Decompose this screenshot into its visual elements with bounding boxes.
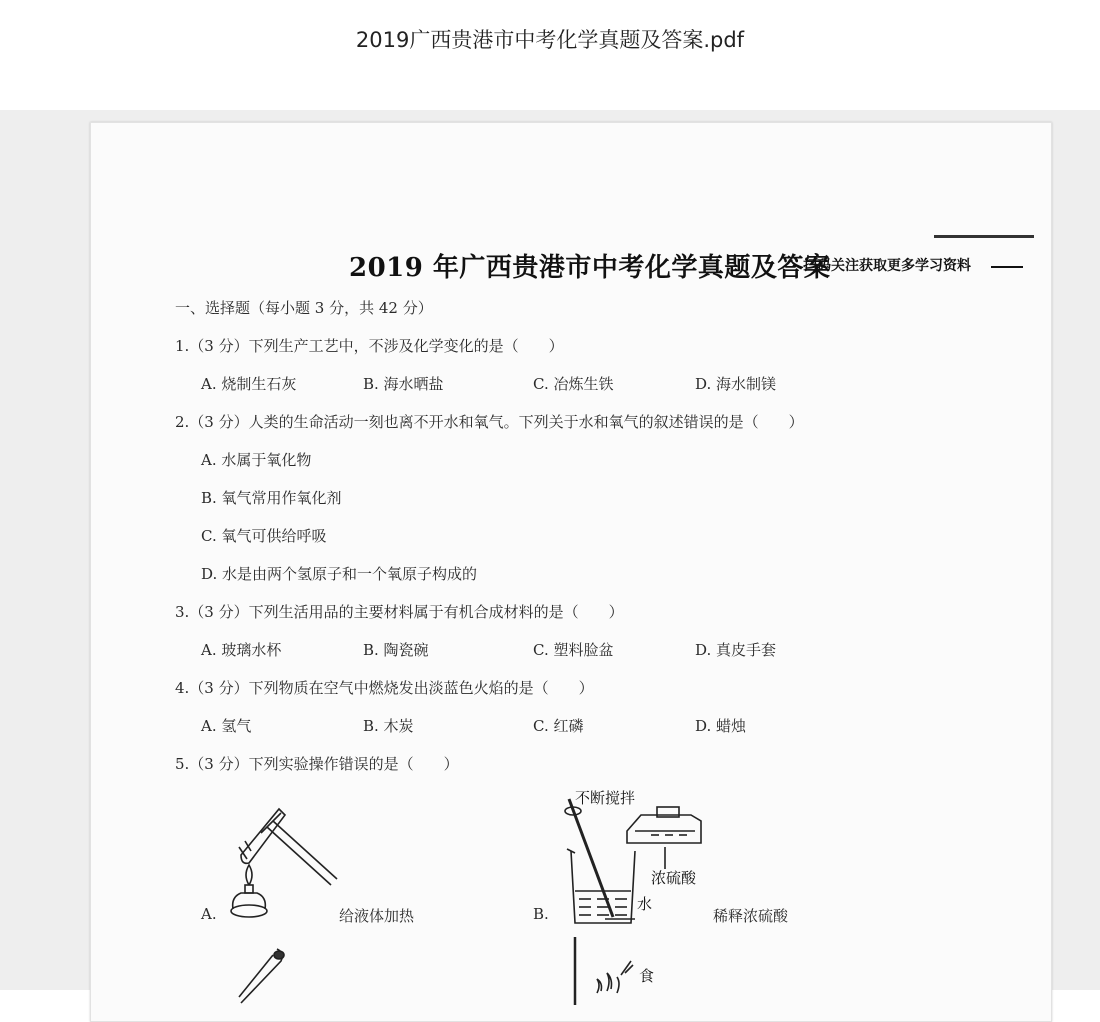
question-4-option-a: A. 氢气 xyxy=(201,717,252,735)
question-1-option-b: B. 海水晒盐 xyxy=(363,375,444,393)
figure-a-letter: A. xyxy=(201,905,217,923)
question-5-stem: 5.（3 分）下列实验操作错误的是（ ） xyxy=(175,755,459,773)
figure-a-caption: 给液体加热 xyxy=(339,907,415,925)
pdf-page xyxy=(90,122,1052,1022)
question-1-stem: 1.（3 分）下列生产工艺中，不涉及化学变化的是（ ） xyxy=(175,337,564,355)
question-2-stem: 2.（3 分）人类的生命活动一刻也离不开水和氧气。下列关于水和氧气的叙述错误的是（ ） xyxy=(175,413,804,431)
question-4-option-c: C. 红磷 xyxy=(533,717,584,735)
question-3-option-b: B. 陶瓷碗 xyxy=(363,641,429,659)
question-3-stem: 3.（3 分）下列生活用品的主要材料属于有机合成材料的是（ ） xyxy=(175,603,624,621)
figure-a-heating-liquid xyxy=(221,793,351,923)
section-heading: 一、选择题（每小题 3 分，共 42 分） xyxy=(175,299,433,317)
question-4-option-d: D. 蜡烛 xyxy=(695,717,747,735)
question-2-option-b: B. 氧气常用作氧化剂 xyxy=(201,489,342,507)
question-4-stem: 4.（3 分）下列物质在空气中燃烧发出淡蓝色火焰的是（ ） xyxy=(175,679,594,697)
figure-b-acid-label: 浓硫酸 xyxy=(651,869,697,887)
document-title: 2019 年广西贵港市中考化学真题及答案 xyxy=(349,253,831,283)
question-2-option-c: C. 氧气可供给呼吸 xyxy=(201,527,327,545)
question-2-option-d: D. 水是由两个氢原子和一个氧原子构成的 xyxy=(201,565,478,583)
question-3-option-a: A. 玻璃水杯 xyxy=(201,641,282,659)
question-4-option-b: B. 木炭 xyxy=(363,717,414,735)
figure-c-dropper xyxy=(231,945,291,1005)
question-2-option-a: A. 水属于氧化物 xyxy=(201,451,312,469)
figure-b-water-label: 水 xyxy=(637,895,653,913)
question-3-option-d: D. 真皮手套 xyxy=(695,641,777,659)
header-scrap-mark xyxy=(934,235,1034,238)
document-viewer[interactable] xyxy=(0,110,1100,990)
figure-b-letter: B. xyxy=(533,905,549,923)
question-3-option-c: C. 塑料脸盆 xyxy=(533,641,614,659)
file-title: 2019广西贵港市中考化学真题及答案.pdf xyxy=(355,28,745,52)
question-1-option-d: D. 海水制镁 xyxy=(695,375,777,393)
banner-dash xyxy=(991,266,1023,268)
figure-b-caption: 稀释浓硫酸 xyxy=(713,907,789,925)
figure-b-stir-label: 不断搅拌 xyxy=(575,789,636,807)
title-bar xyxy=(0,0,1100,110)
figure-d-partial-label: 食 xyxy=(639,967,655,985)
question-1-option-c: C. 冶炼生铁 xyxy=(533,375,614,393)
qr-banner-text: 扫码关注获取更多学习资料 xyxy=(803,258,971,274)
question-1-option-a: A. 烧制生石灰 xyxy=(201,375,297,393)
